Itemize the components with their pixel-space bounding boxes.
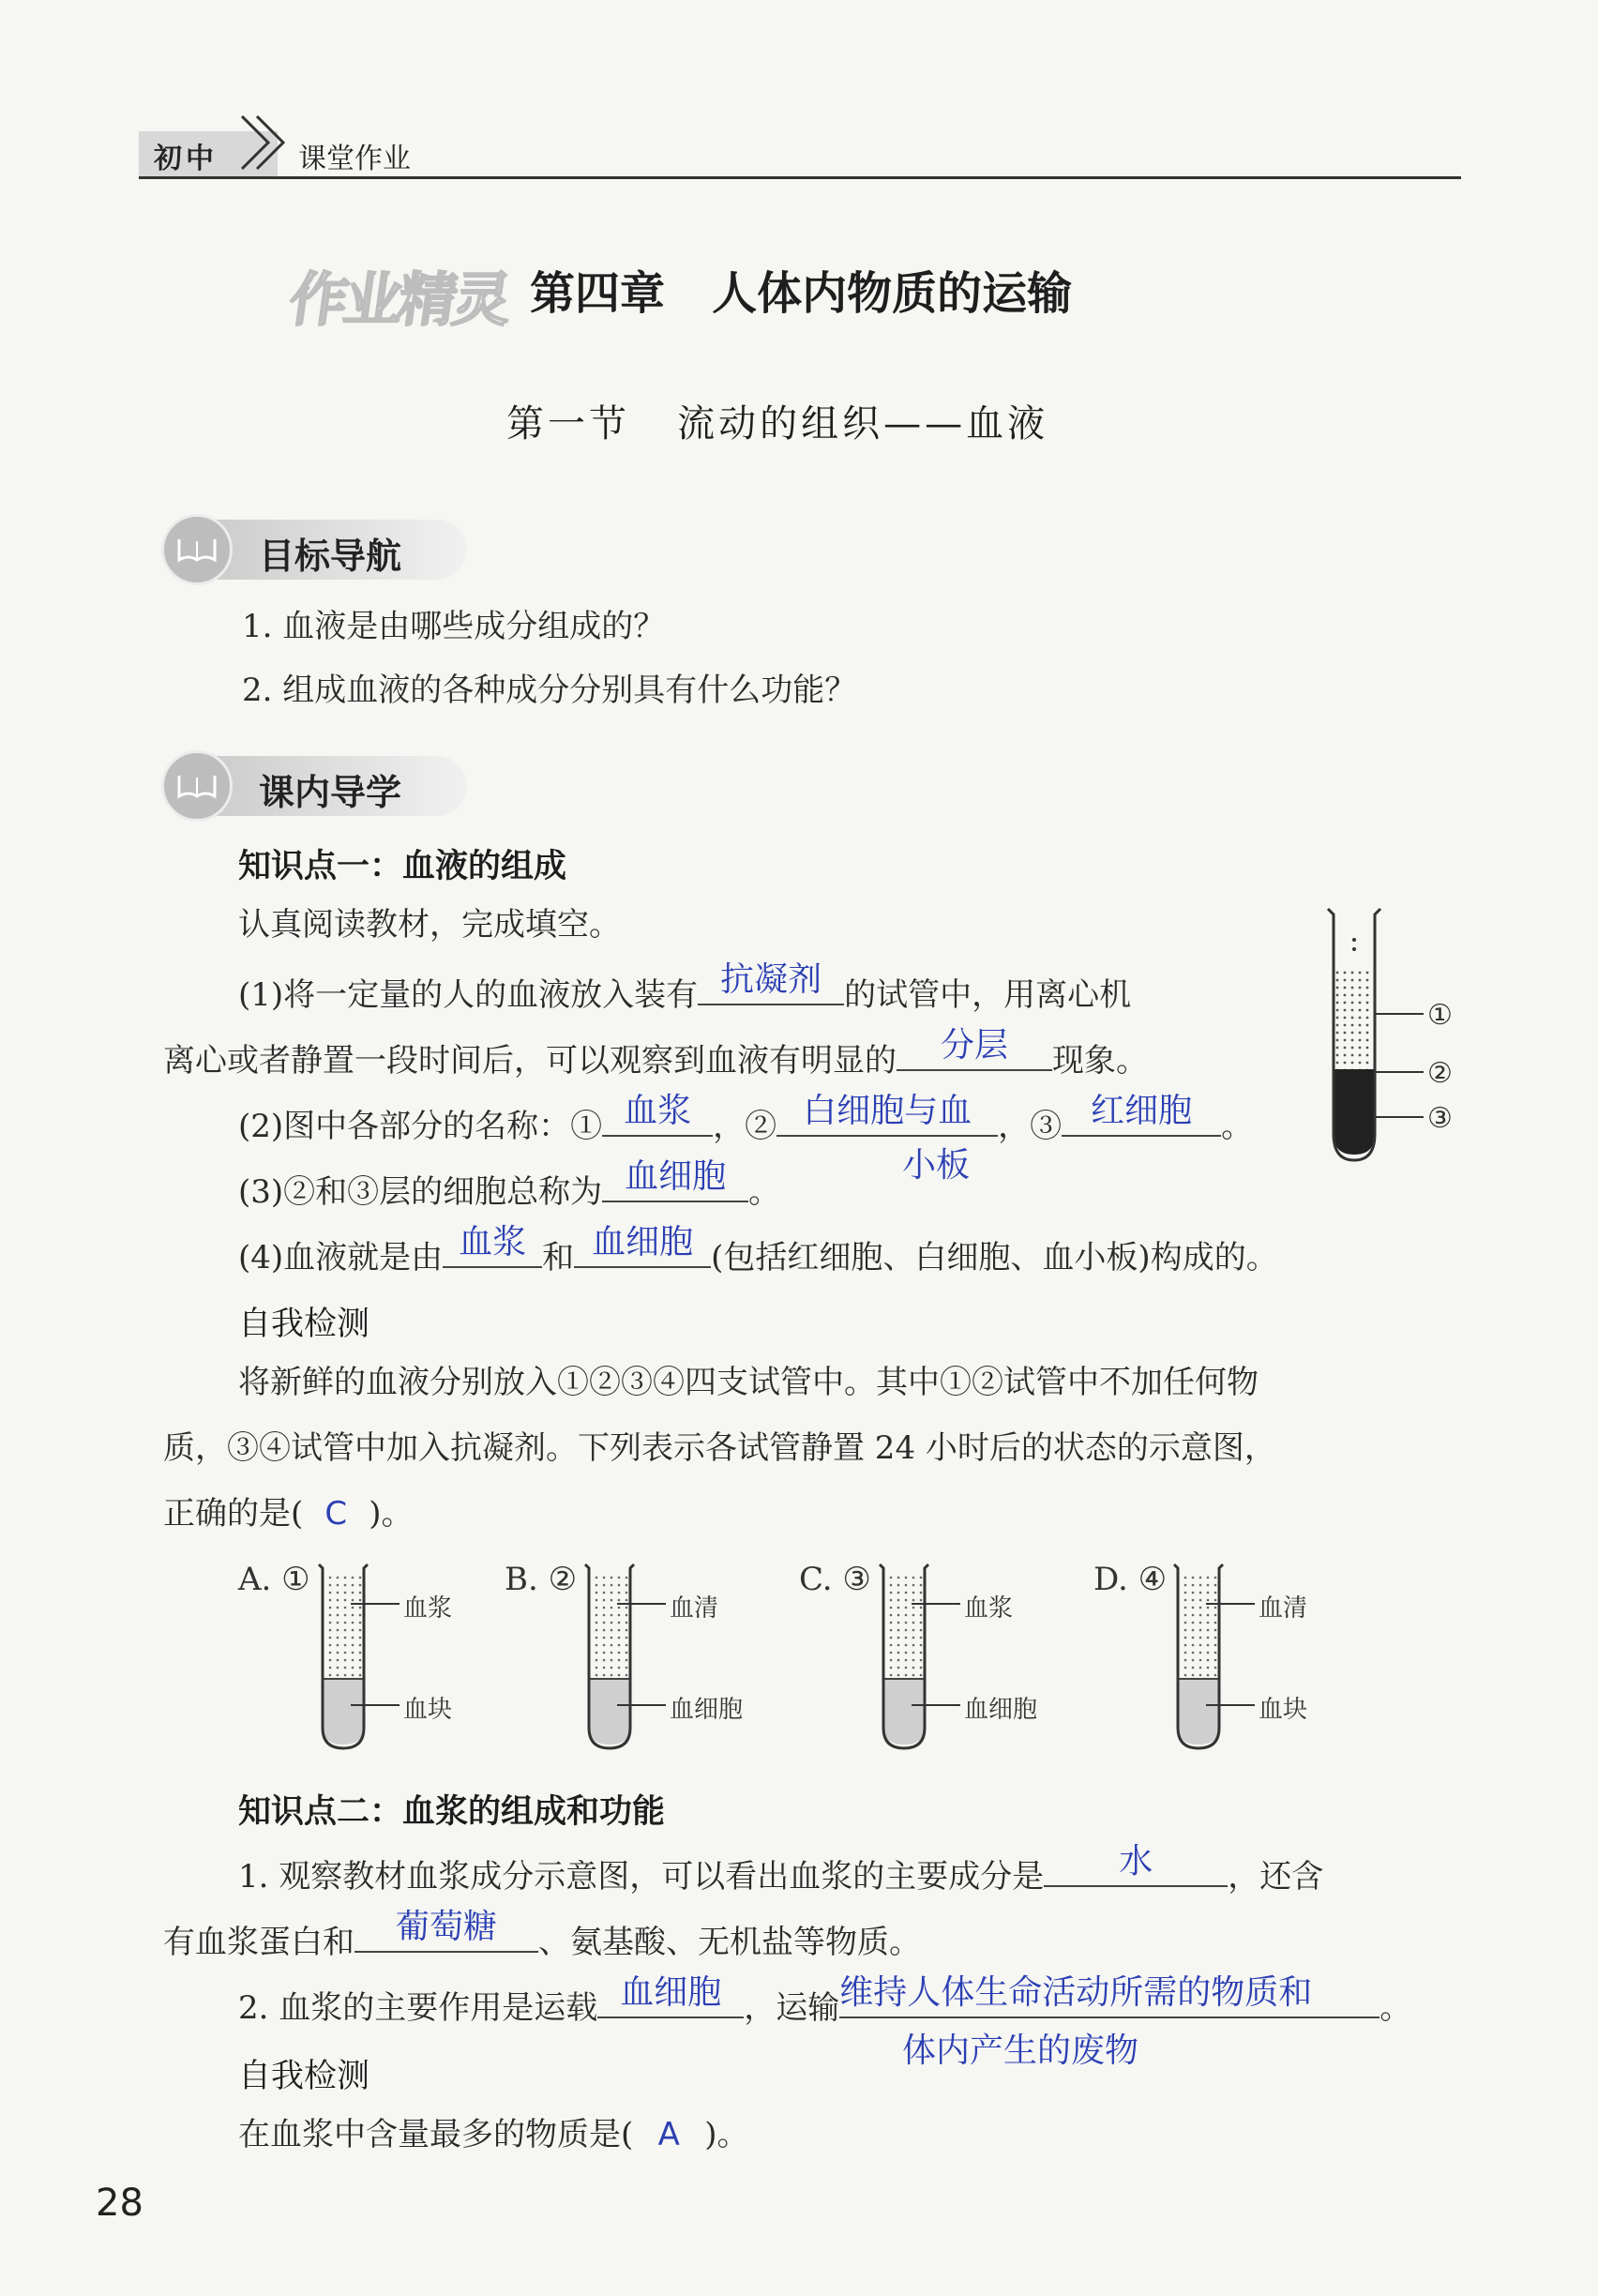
answer-choice: A (657, 2116, 680, 2153)
answer-blank: 白细胞与血 (776, 1103, 998, 1137)
self-check-line: 在血浆中含量最多的物质是( A )。 (238, 2116, 749, 2153)
section-title: 第一节 流动的组织——血液 (506, 402, 1049, 446)
kp2-q2: 2. 血浆的主要作用是运载 血细胞 ，运输 维持人体生命活动所需的物质和 。 (238, 1972, 1412, 2027)
kp2-title: 知识点二：血浆的组成和功能 (238, 1793, 666, 1831)
option-label: B. ② (505, 1561, 578, 1598)
watermark-logo: 作业精灵 (285, 265, 513, 334)
kp1-title: 知识点一：血液的组成 (238, 848, 567, 885)
book-icon (161, 514, 233, 585)
answer-blank: 葡萄糖 (354, 1919, 538, 1953)
goal-item: 1. 血液是由哪些成分组成的？ (242, 608, 666, 645)
goals-label: 目标导航 (259, 536, 402, 577)
tube-top-label: 血浆 (403, 1594, 453, 1623)
tube-label: ① (1427, 999, 1453, 1032)
answer-blank: 血细胞 (602, 1169, 748, 1202)
tube-top-label: 血浆 (964, 1594, 1014, 1623)
self-check-heading: 自我检测 (238, 2058, 370, 2095)
book-icon (161, 750, 233, 822)
test-tube-figure (1313, 896, 1463, 1177)
answer-blank: 分层 (897, 1037, 1052, 1071)
study-label: 课内导学 (259, 772, 402, 813)
goal-item: 2. 组成血液的各种成分分别具有什么功能？ (242, 672, 857, 709)
tube-label: ③ (1427, 1102, 1453, 1135)
answer-choice: C (324, 1495, 348, 1533)
kp1-q4: (4)血液就是由 血浆 和 血细胞 (包括红细胞、白细胞、血小板)构成的。 (238, 1222, 1278, 1276)
chevron-right-icon (236, 111, 293, 171)
tube-top-label: 血清 (1259, 1594, 1308, 1623)
tube-bottom-label: 血块 (1259, 1696, 1308, 1724)
tube-top-label: 血清 (670, 1594, 719, 1623)
kp1-q1-line1: (1)将一定量的人的血液放入装有 抗凝剂 的试管中，用离心机 (238, 959, 1132, 1014)
tube-bottom-label: 血细胞 (670, 1696, 744, 1724)
answer-blank: 维持人体生命活动所需的物质和 (839, 1985, 1379, 2018)
header-series: 初中 (154, 143, 218, 175)
self-check-line: 质，③④试管中加入抗凝剂。下列表示各试管静置 24 小时后的状态的示意图， (163, 1429, 1276, 1467)
kp1-q1-line2: 离心或者静置一段时间后，可以观察到血液有明显的 分层 现象。 (163, 1025, 1148, 1080)
option-label: D. ④ (1093, 1561, 1168, 1598)
answer-blank: 血细胞 (597, 1985, 744, 2018)
kp1-q2: (2)图中各部分的名称：① 血浆 ，② 白细胞与血 ，③ 红细胞 。 (238, 1091, 1254, 1145)
option-label: A. ① (238, 1561, 310, 1598)
answer-blank: 抗凝剂 (698, 972, 844, 1005)
chapter-title: 第四章 人体内物质的运输 (530, 267, 1073, 320)
self-check-line: 将新鲜的血液分别放入①②③④四支试管中。其中①②试管中不加任何物 (238, 1364, 1259, 1401)
option-label: C. ③ (799, 1561, 871, 1598)
self-check-heading: 自我检测 (238, 1306, 370, 1343)
kp2-q1-line1: 1. 观察教材血浆成分示意图，可以看出血浆的主要成分是 水 ，还含 (238, 1841, 1324, 1896)
self-check-line: 正确的是( C )。 (163, 1495, 414, 1533)
answer-continuation: 小板 (902, 1146, 971, 1185)
answer-blank: 血细胞 (574, 1234, 711, 1268)
answer-blank: 血浆 (443, 1234, 542, 1268)
answer-blank: 血浆 (602, 1103, 713, 1137)
header-rule (139, 176, 1461, 179)
tube-label: ② (1427, 1057, 1453, 1090)
kp1-intro: 认真阅读教材，完成填空。 (238, 906, 621, 944)
answer-blank: 水 (1044, 1853, 1228, 1887)
tube-bottom-label: 血细胞 (964, 1696, 1038, 1724)
kp1-q3: (3)②和③层的细胞总称为 血细胞 。 (238, 1156, 781, 1211)
answer-blank: 红细胞 (1062, 1103, 1221, 1137)
page-number: 28 (96, 2182, 143, 2225)
answer-continuation: 体内产生的废物 (902, 2032, 1139, 2070)
tube-bottom-label: 血块 (403, 1696, 453, 1724)
kp2-q1-line2: 有血浆蛋白和 葡萄糖 、氨基酸、无机盐等物质。 (163, 1907, 921, 1961)
header-subtitle: 课堂作业 (298, 143, 411, 175)
